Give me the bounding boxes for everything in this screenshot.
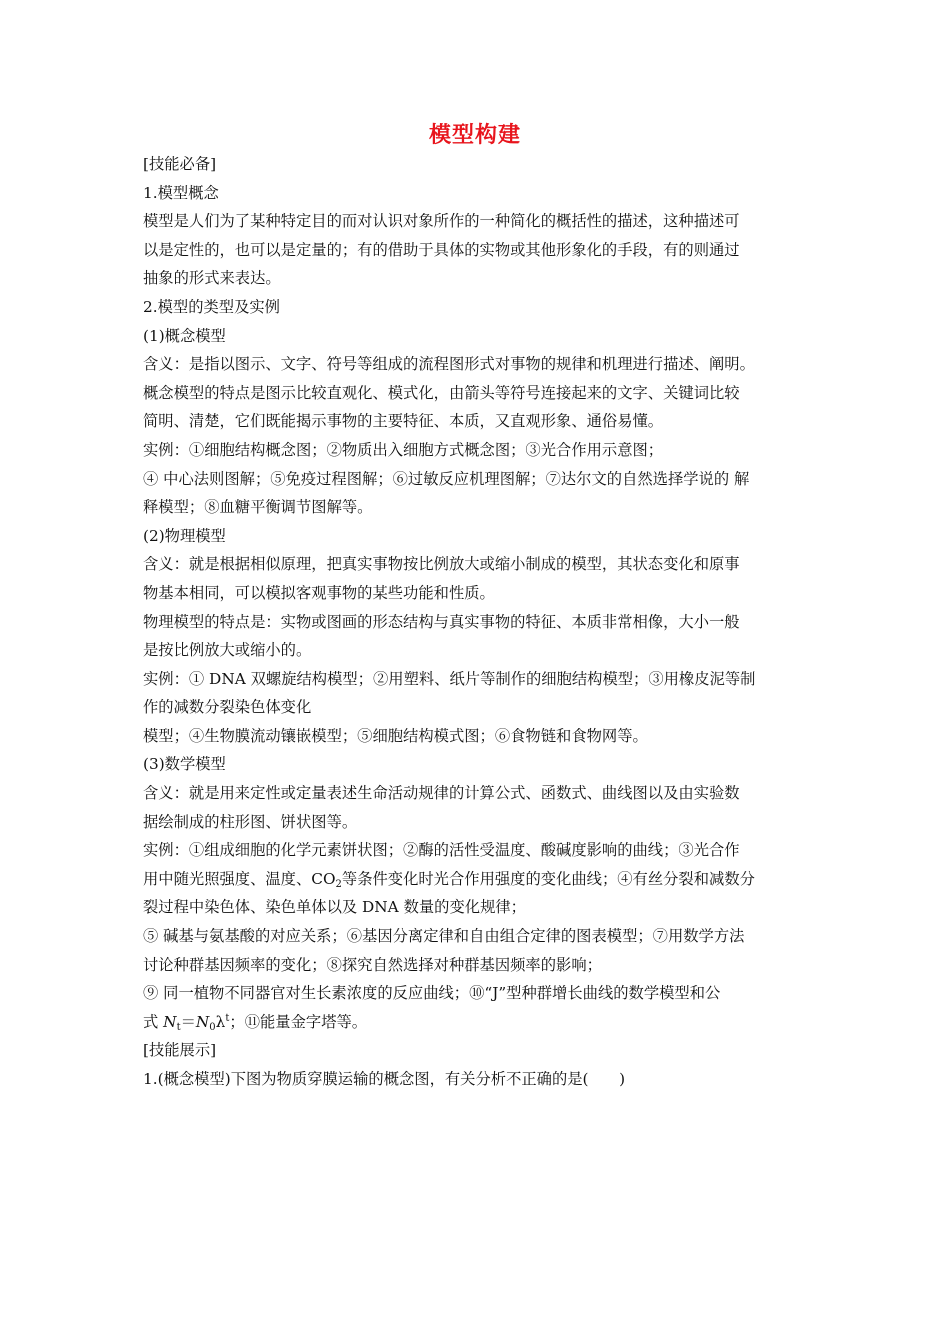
- paragraph-line: 模型是人们为了某种特定目的而对认识对象所作的一种简化的概括性的描述，这种描述可: [143, 212, 740, 231]
- paragraph-line: ④ 中心法则图解；⑤免疫过程图解；⑥过敏反应机理图解；⑦达尔文的自然选择学说的 解: [143, 469, 750, 488]
- equals-sign: ＝: [180, 1012, 196, 1031]
- page-title: 模型构建: [428, 123, 521, 148]
- question-1: 1.(概念模型)下图为物质穿膜运输的概念图，有关分析不正确的是( ): [143, 1070, 626, 1088]
- paragraph-line: 实例：①细胞结构概念图；②物质出入细胞方式概念图；③光合作用示意图；: [143, 440, 664, 459]
- subscript: 2: [335, 878, 342, 890]
- paragraph-line: 释模型；⑧血糖平衡调节图解等。: [143, 498, 373, 517]
- paragraph-line: 是按比例放大或缩小的。: [143, 641, 312, 660]
- formula-n0: N: [195, 1012, 210, 1031]
- text-span: ；⑪能量金字塔等。: [229, 1012, 368, 1031]
- document-body: [143, 150, 813, 1094]
- formula-n: N: [163, 1012, 177, 1031]
- paragraph-line: 含义：就是用来定性或定量表述生命活动规律的计算公式、函数式、曲线图以及由实验数: [143, 784, 740, 803]
- paragraph-line: 作的减数分裂染色体变化: [143, 698, 312, 717]
- types-title: 2.模型的类型及实例: [143, 297, 280, 316]
- physical-model-title: (2)物理模型: [143, 526, 226, 545]
- paragraph-line: 裂过程中染色体、染色单体以及 DNA 数量的变化规律；: [143, 898, 526, 917]
- paragraph-line: 实例：①组成细胞的化学元素饼状图；②酶的活性受温度、酸碱度影响的曲线；③光合作: [143, 841, 740, 860]
- subscript: 0: [209, 1021, 216, 1033]
- section-heading-showcase: [技能展示]: [143, 1041, 217, 1060]
- text-span: 等条件变化时光合作用强度的变化曲线；④有丝分裂和减数分: [341, 869, 755, 888]
- paragraph-line: 模型；④生物膜流动镶嵌模型；⑤细胞结构模式图；⑥食物链和食物网等。: [143, 726, 648, 745]
- lambda-symbol: λ: [215, 1012, 226, 1031]
- conceptual-model-title: (1)概念模型: [143, 326, 226, 345]
- paragraph-line: 抽象的形式来表达。: [143, 269, 281, 288]
- paragraph-line: 含义：就是根据相似原理，把真实事物按比例放大或缩小制成的模型，其状态变化和原事: [143, 555, 740, 574]
- paragraph-line: ⑤ 碱基与氨基酸的对应关系；⑥基因分离定律和自由组合定律的图表模型；⑦用数学方法: [143, 927, 745, 946]
- formula-line: [143, 1008, 813, 1037]
- math-model-title: (3)数学模型: [143, 755, 226, 774]
- text-span: 式: [143, 1012, 164, 1031]
- paragraph-line: 物基本相同，可以模拟客观事物的某些功能和性质。: [143, 583, 495, 602]
- paragraph-line: 物理模型的特点是：实物或图画的形态结构与真实事物的特征、本质非常相像，大小一般: [143, 612, 740, 631]
- paragraph-line-co2: [143, 865, 813, 894]
- paragraph-line: 概念模型的特点是图示比较直观化、模式化，由箭头等符号连接起来的文字、关键词比较: [143, 383, 740, 402]
- paragraph-line: 以是定性的，也可以是定量的；有的借助于具体的实物或其他形象化的手段，有的则通过: [143, 240, 740, 259]
- text-span: 用中随光照强度、温度、CO: [143, 869, 336, 888]
- paragraph-line: 据绘制成的柱形图、饼状图等。: [143, 812, 358, 831]
- paragraph-line: ⑨ 同一植物不同器官对生长素浓度的反应曲线；⑩“J”型种群增长曲线的数学模型和公: [143, 984, 721, 1003]
- paragraph-line: 实例：① DNA 双螺旋结构模型；②用塑料、纸片等制作的细胞结构模型；③用橡皮泥等制: [143, 669, 756, 688]
- subscript: t: [176, 1021, 181, 1033]
- paragraph-line: 含义：是指以图示、文字、符号等组成的流程图形式对事物的规律和机理进行描述、阐明。: [143, 355, 755, 374]
- paragraph-line: 简明、清楚，它们既能揭示事物的主要特征、本质，又直观形象、通俗易懂。: [143, 412, 664, 431]
- paragraph-line: 讨论种群基因频率的变化；⑧探究自然选择对种群基因频率的影响；: [143, 955, 602, 974]
- superscript: t: [225, 1012, 230, 1024]
- concept-title: 1.模型概念: [143, 183, 219, 202]
- section-heading-skills: [技能必备]: [143, 155, 217, 173]
